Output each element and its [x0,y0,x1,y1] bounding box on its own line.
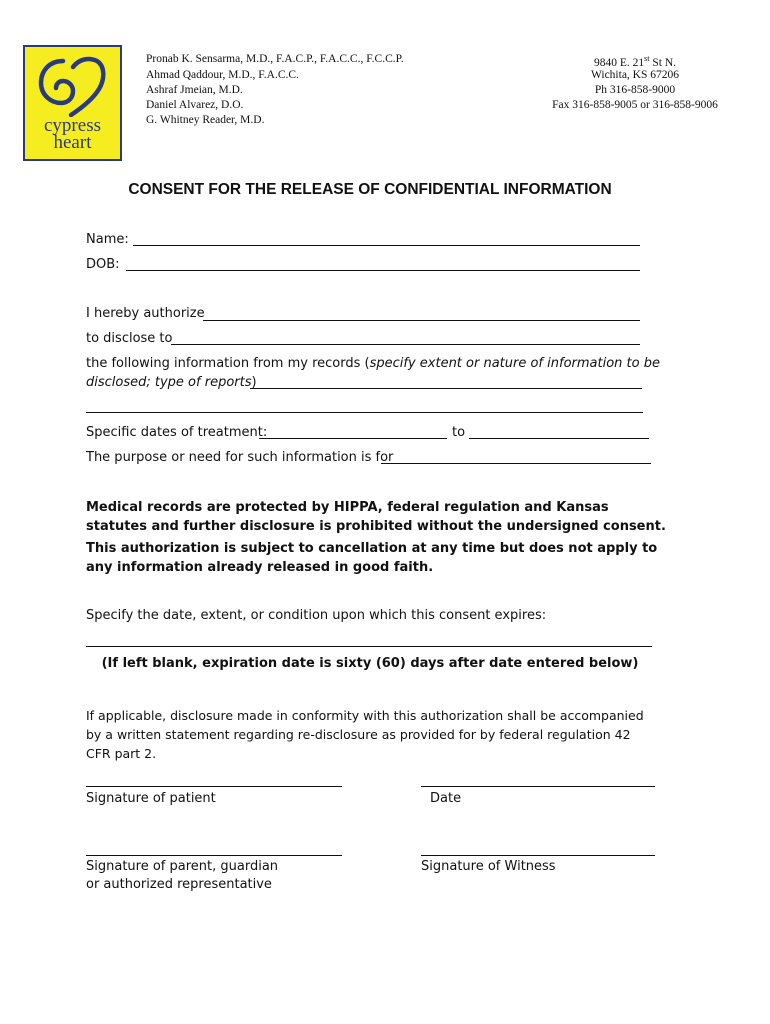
address-phone: Ph 316-858-9000 [594,84,676,96]
witness-signature-field[interactable] [421,855,655,856]
logo-word-heart: heart [53,132,92,153]
dates-to-label: to [452,425,466,440]
physician-1: Pronab K. Sensarma, M.D., F.A.C.P., F.A.C.C., F.C.C.P. [146,53,404,65]
authorize-label: I hereby authorize [86,306,205,321]
name-label: Name: [86,232,129,247]
purpose-label: The purpose or need for such information is for [86,450,394,465]
physician-2: Ahmad Qaddour, M.D., F.A.C.C. [146,69,299,81]
guardian-signature-label: Signature of parent, guardian [86,859,279,874]
expire-field[interactable] [86,646,652,647]
address-city: Wichita, KS 67206 [590,69,679,81]
authorize-field[interactable] [203,320,640,321]
heart-logo-icon [33,53,113,117]
date-signature-field[interactable] [421,786,655,787]
info-label: the following information from my records (specify extent or nature of information to be [86,356,660,371]
info-field-extra[interactable] [86,412,643,413]
cancellation-notice: This authorization is subject to cancellation at any time but does not apply to any information already released in good faith. [86,541,658,575]
logo-word-cypress: cypress [44,115,101,136]
physician-5: G. Whitney Reader, M.D. [146,114,265,126]
dates-label: Specific dates of treatment: [86,425,268,440]
guardian-signature-label-cont: or authorized representative [86,877,272,892]
redisclosure-statement: If applicable, disclosure made in conformity with this authorization shall be accompanied by a written statement regarding re-disclosure as provided for by federal regulation 42 CFR part 2. [86,708,644,761]
expire-note: (If left blank, expiration date is sixty (60) days after date entered below) [101,656,639,671]
hipaa-notice: Medical records are protected by HIPPA, federal regulation and Kansas statutes and further disclosure is prohibited without the undersigned consent. [86,500,666,534]
purpose-field[interactable] [381,463,651,464]
info-label-cont: disclosed; type of reports) [86,375,257,390]
patient-signature-label: Signature of patient [86,791,216,806]
patient-signature-field[interactable] [86,786,342,787]
date-label: Date [430,791,462,806]
physician-4: Daniel Alvarez, D.O. [146,99,244,111]
physician-3: Ashraf Jmeian, M.D. [146,84,243,96]
date-to-field[interactable] [469,438,649,439]
guardian-signature-field[interactable] [86,855,342,856]
disclose-label: to disclose to [86,331,173,346]
dob-label: DOB: [86,257,120,272]
disclose-field[interactable] [171,344,640,345]
page-title: CONSENT FOR THE RELEASE OF CONFIDENTIAL INFORMATION [128,181,612,198]
expire-label: Specify the date, extent, or condition upon which this consent expires: [86,608,547,623]
address-street: 9840 E. 21st St N. [593,54,677,69]
name-field[interactable] [133,245,640,246]
address-fax: Fax 316-858-9005 or 316-858-9006 [552,99,718,111]
dob-field[interactable] [126,270,640,271]
info-field[interactable] [250,388,642,389]
witness-signature-label: Signature of Witness [421,859,556,874]
date-from-field[interactable] [259,438,447,439]
cypress-heart-logo [23,45,122,161]
